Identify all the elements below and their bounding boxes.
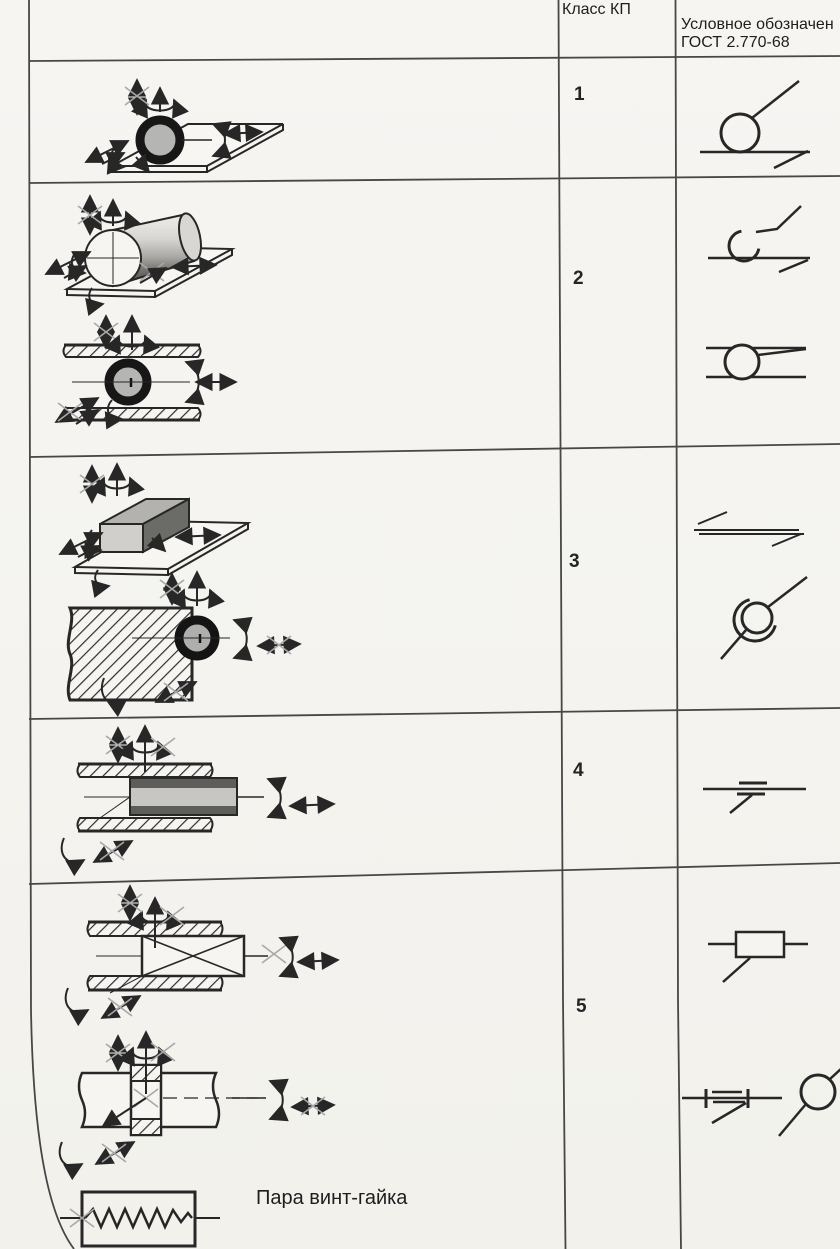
header-symbol-line1: Условное обозначен	[681, 16, 834, 33]
grid-row3-bottom	[29, 708, 840, 719]
grid-symbol-column-left	[676, 0, 682, 1249]
symbol-class5-revolute-link	[779, 1068, 840, 1136]
illustration-shaft-in-collar	[60, 1032, 334, 1167]
symbol-class5-revolute	[682, 1089, 782, 1123]
symbol-class4-cylindrical	[703, 783, 806, 813]
illustration-cylinder-in-cylinder	[62, 726, 334, 863]
symbol-class2-sphere-in-cylinder	[706, 345, 806, 379]
grid-row2-bottom	[29, 444, 840, 457]
symbol-class2-line-contact	[708, 206, 810, 272]
grid-header-bottom	[29, 56, 840, 61]
header-class-column: Класс КП	[562, 1, 631, 18]
class-number-2: 2	[573, 268, 584, 289]
illustration-screw-nut-pair	[60, 1192, 220, 1246]
symbol-class3-planar	[694, 512, 804, 546]
grid-left-border	[29, 0, 74, 1249]
grid-row1-bottom	[29, 176, 840, 183]
grid-row4-bottom	[29, 863, 840, 884]
illustration-sphere-on-plane	[86, 80, 283, 172]
class-number-4: 4	[573, 760, 584, 781]
illustration-prism-on-plane	[60, 464, 248, 586]
class-number-3: 3	[569, 551, 580, 572]
header-symbol-line2: ГОСТ 2.770-68	[681, 34, 790, 51]
grid-class-column-left	[559, 0, 566, 1249]
symbol-class1-point-contact	[700, 81, 810, 168]
symbol-class5-prismatic	[708, 932, 808, 982]
symbol-class3-spherical	[721, 577, 807, 659]
illustration-sphere-in-cylinder-tube	[56, 316, 236, 424]
class-number-1: 1	[574, 84, 585, 105]
class-number-5: 5	[576, 996, 587, 1017]
illustration-prism-in-cylinder	[66, 886, 338, 1018]
illustration-sphere-in-socket	[68, 572, 300, 704]
illustration-cylinder-on-plane	[46, 196, 232, 304]
header-symbol-column	[681, 16, 834, 52]
screw-nut-pair-caption: Пара винт-гайка	[256, 1187, 408, 1209]
